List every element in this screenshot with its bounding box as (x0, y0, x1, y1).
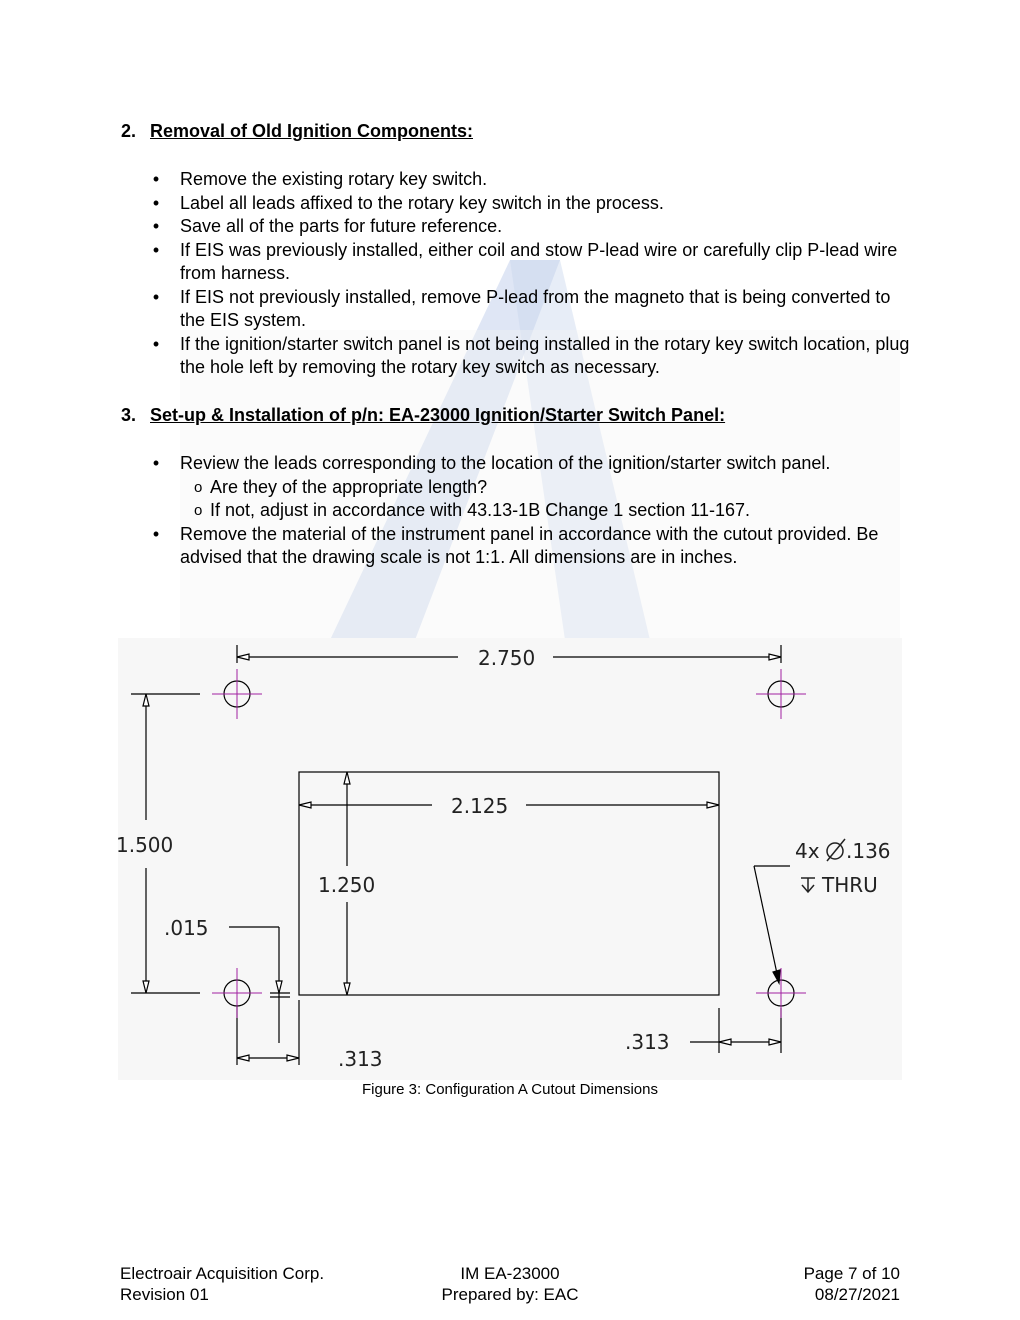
dim-offset: .015 (164, 916, 209, 940)
section-3-title: Set-up & Installation of p/n: EA-23000 Ignition/Starter Switch Panel: (150, 405, 726, 425)
depth-symbol-icon (801, 878, 815, 892)
footer-left (120, 1263, 324, 1305)
figure-caption: Figure 3: Configuration A Cutout Dimensions (362, 1081, 658, 1098)
section-2-number: 2. (121, 121, 137, 141)
dim-cutout-width: 2.125 (451, 794, 509, 818)
footer-doc-id: IM EA-23000 (460, 1264, 560, 1283)
hole-callout-diameter: .136 (846, 839, 891, 863)
footer-revision: Revision 01 (120, 1285, 209, 1304)
dim-left-offset: .313 (338, 1047, 383, 1071)
list-item: • Save all of the parts for future reference. (152, 216, 503, 236)
list-item: • If EIS was previously installed, either coil and stow P-lead wire or carefully clip P-lead wire from harness. (152, 239, 898, 283)
footer-right (700, 1263, 900, 1305)
mounting-holes (212, 669, 806, 1018)
list-item: • Remove the existing rotary key switch. (152, 169, 488, 189)
dim-overall-width: 2.750 (478, 646, 536, 670)
list-item: • If EIS not previously installed, remove P-lead from the magneto that is being converted to the EIS system. (152, 286, 891, 330)
dim-overall-height: 1.500 (116, 833, 174, 857)
list-item: • Remove the material of the instrument panel in accordance with the cutout provided. Be advised that the drawing scale is not 1:1. All dimensions are in inches. (152, 523, 879, 567)
section-2-title: Removal of Old Ignition Components: (150, 121, 473, 141)
list-item: • Review the leads corresponding to the location of the ignition/starter switch panel. o Are they of the appropriate length? o If not, adjust in accordance with 43.13-1B Change 1 section 11-167. (150, 452, 910, 523)
footer-prepared-by: Prepared by: EAC (441, 1285, 579, 1304)
sub-list-item: o If not, adjust in accordance with 43.13-1B Change 1 section 11-167. (194, 500, 751, 520)
footer-date: 08/27/2021 (814, 1285, 900, 1304)
list-item: • If the ignition/starter switch panel is not being installed in the rotary key switch location, plug the hole left by removing the rotary key switch as necessary. (152, 333, 910, 377)
list-item: • Label all leads affixed to the rotary key switch in the process. (152, 192, 664, 213)
hole-top-left (212, 669, 262, 719)
hole-bottom-left (212, 968, 262, 1018)
diameter-symbol-icon (827, 839, 845, 861)
footer-company: Electroair Acquisition Corp. (120, 1264, 325, 1283)
hole-callout-thru: THRU (822, 873, 878, 897)
hole-bottom-right (756, 968, 806, 1018)
dim-cutout-height: 1.250 (318, 873, 376, 897)
hole-top-right (756, 669, 806, 719)
footer-page: Page 7 of 10 (803, 1264, 900, 1283)
dim-right-offset: .313 (625, 1030, 670, 1054)
hole-callout-count: 4x (795, 839, 820, 863)
sub-list-item: o Are they of the appropriate length? (194, 476, 488, 497)
section-3-number: 3. (121, 405, 137, 425)
footer-center (410, 1263, 610, 1305)
